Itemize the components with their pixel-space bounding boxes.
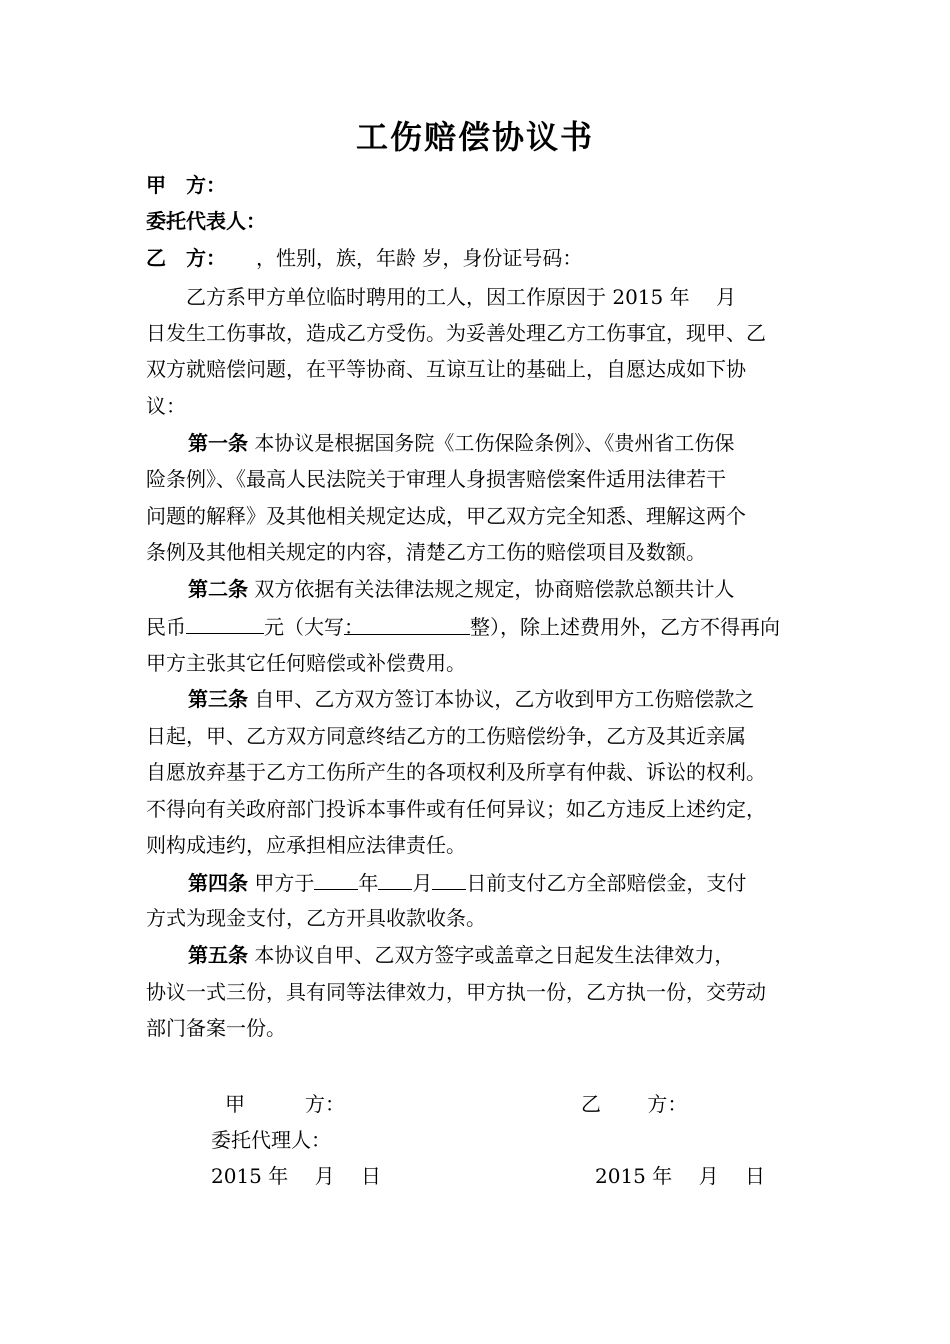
amount-caps-label: 元（大写: [264, 615, 344, 639]
signature-party-a: 甲 方：: [225, 1092, 345, 1116]
article-1-line-3: 问题的解释》及其他相关规定达成，甲乙双方完全知悉、理解这两个: [146, 504, 746, 528]
year-label: 年: [358, 871, 379, 895]
party-a-line: 甲 方：: [146, 173, 226, 197]
intro-line-3: 双方就赔偿问题，在平等协商、互谅互让的基础上，自愿达成如下协: [146, 357, 746, 381]
year-blank: [314, 869, 358, 890]
signature-party-b: 乙 方：: [581, 1092, 688, 1116]
currency-label: 民币: [146, 615, 186, 639]
article-1-label: 第一条: [188, 431, 248, 455]
article-5-line-1: [188, 942, 734, 968]
article-4-line-2: 方式为现金支付，乙方开具收款收条。: [146, 906, 486, 930]
month-label: 月: [412, 871, 433, 895]
article-2-text-cont: 整），除上述费用外，乙方不得再向: [470, 615, 780, 639]
article-1-line-4: 条例及其他相关规定的内容，清楚乙方工伤的赔偿项目及数额。: [146, 540, 706, 564]
month-blank: [378, 869, 412, 890]
article-5-line-2: 协议一式三份，具有同等法律效力，甲方执一份，乙方执一份，交劳动: [146, 980, 766, 1004]
party-b-details: ，性别，族，年龄 岁，身份证号码：: [216, 246, 583, 270]
party-b-label: 乙 方：: [146, 246, 216, 270]
intro-line-2: 日发生工伤事故，造成乙方受伤。为妥善处理乙方工伤事宜，现甲、乙: [146, 321, 766, 345]
article-4-label: 第四条: [188, 871, 248, 895]
article-3-line-1: [188, 686, 754, 712]
article-3-line-3: 自愿放弃基于乙方工伤所产生的各项权利及所享有仲裁、诉讼的权利。: [146, 760, 766, 784]
article-4-text-cont: 日前支付乙方全部赔偿金，支付: [466, 871, 747, 895]
article-2-text: 双方依据有关法律法规之规定，协商赔偿款总额共计人: [248, 577, 735, 601]
amount-blank: [186, 613, 264, 634]
signature-agent: 委托代理人：: [211, 1128, 331, 1152]
party-b-line: [146, 245, 582, 271]
article-4-text: 甲方于: [248, 871, 315, 895]
article-2-line-2: [146, 613, 780, 640]
article-3-label: 第三条: [188, 687, 248, 711]
article-5-text: 本协议自甲、乙双方签字或盖章之日起发生法律效力，: [248, 943, 735, 967]
article-5-line-3: 部门备案一份。: [146, 1016, 286, 1040]
intro-line-1: 乙方系甲方单位临时聘用的工人，因工作原因于 2015 年 月: [146, 285, 736, 309]
article-3-line-2: 日起，甲、乙方双方同意终结乙方的工伤赔偿纷争，乙方及其近亲属: [146, 724, 746, 748]
article-3-line-4: 不得向有关政府部门投诉本事件或有任何异议；如乙方违反上述约定，: [146, 797, 766, 821]
article-1-text: 本协议是根据国务院《工伤保险条例》、《贵州省工伤保: [248, 431, 735, 455]
article-2-label: 第二条: [188, 577, 248, 601]
amount-caps-colon: ：: [344, 615, 364, 639]
document-title: 工伤赔偿协议书: [355, 118, 594, 156]
intro-line-4: 议：: [146, 394, 186, 418]
article-1-line-1: [188, 430, 734, 456]
article-5-label: 第五条: [188, 943, 248, 967]
signature-date-a: 2015 年 月 日: [211, 1164, 381, 1188]
day-blank: [432, 869, 466, 890]
article-2-line-3: 甲方主张其它任何赔偿或补偿费用。: [146, 651, 466, 675]
article-2-line-1: [188, 576, 734, 602]
article-1-line-2: 险条例》、《最高人民法院关于审理人身损害赔偿案件适用法律若干: [146, 467, 726, 491]
agent-line: 委托代表人：: [146, 209, 266, 233]
article-3-line-5: 则构成违约，应承担相应法律责任。: [146, 833, 466, 857]
signature-date-b: 2015 年 月 日: [595, 1164, 765, 1188]
article-4-line-1: [188, 869, 746, 896]
article-3-text: 自甲、乙方双方签订本协议，乙方收到甲方工伤赔偿款之: [248, 687, 755, 711]
amount-caps-blank: [344, 614, 470, 639]
